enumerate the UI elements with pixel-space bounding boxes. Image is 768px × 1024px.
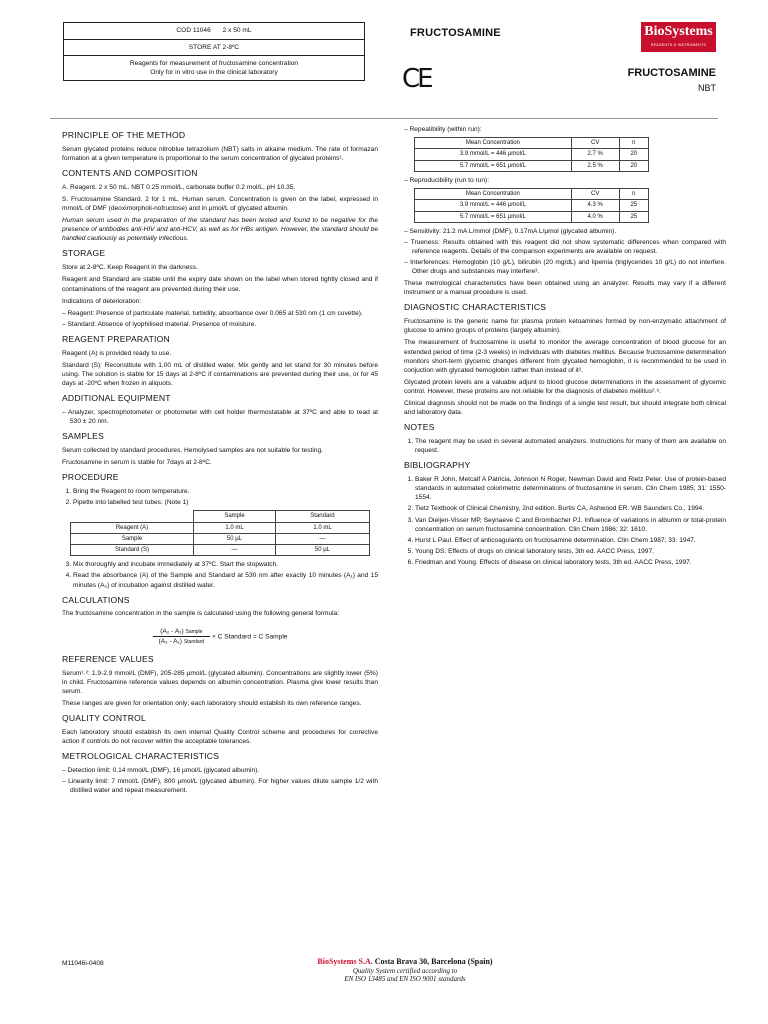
storage-text-1: Store at 2-8ºC. Keep Reagent in the darkness. xyxy=(62,264,198,272)
doc-title-right xyxy=(628,66,716,95)
section-contents: CONTENTS AND COMPOSITION xyxy=(62,168,198,179)
list-item: 3. Van Dieijen-Visser MP, Seynaeve C and Brombacher PJ. Influence of variations in albumin or total-protein concentration on serum fructosamine concentration. Clin Chem 1986; 32: 1610. xyxy=(415,516,726,534)
table-row xyxy=(415,149,649,160)
formula-numerator xyxy=(153,627,211,637)
calc-text: The fructosamine concentration in the sample is calculated using the following general formula: xyxy=(62,610,340,618)
list-item: – Reagent: Presence of particulate material, turbidity, absorbance over 0.065 at 530 nm (1 cm cuvette). xyxy=(62,309,363,317)
table-cell xyxy=(71,511,194,522)
ref-text-2: These ranges are given for orientation only; each laboratory should establish its own reference ranges. xyxy=(62,699,362,707)
table-row xyxy=(415,160,649,171)
formula-rest: × C Standard = C Sample xyxy=(211,632,288,640)
table-cell: — xyxy=(275,533,369,544)
table-cell: 50 µL xyxy=(275,545,369,556)
formula-fraction xyxy=(153,627,211,646)
product-code: COD 11046 xyxy=(176,27,211,34)
list-item: 1. Baker R John, Metcalf A Patricia, Johnson N Roger, Newman David and Rietz Peter. Use of protein-based standards in automated colorimetric determinations of fructosamine in serum. Clin Chem 1985; 31: 1550-1554. xyxy=(415,475,726,502)
footer xyxy=(190,956,620,984)
metrological-note: These metrological characteristics have been obtained using an analyzer. Results may vary if a different instrument or a manual procedure is used. xyxy=(404,280,726,297)
section-samples: SAMPLES xyxy=(62,431,104,442)
procedure-table xyxy=(70,510,370,556)
header-divider xyxy=(50,118,718,119)
table-cell: 3.9 mmol/L = 446 µmol/L xyxy=(415,149,572,160)
table-row xyxy=(415,211,649,222)
section-procedure: PROCEDURE xyxy=(62,472,119,483)
formula-den-text: (A₂ - A₁) xyxy=(158,637,182,645)
samples-text-2: Fructosamine in serum is stable for 7days at 2-8ºC. xyxy=(62,459,212,467)
table-cell: Standard xyxy=(275,511,369,522)
procedure-list xyxy=(62,487,378,507)
table-cell: 5.7 mmol/L = 651 µmol/L xyxy=(415,160,572,171)
storage-text-3: Indications of deterioration: xyxy=(62,297,142,305)
principle-text: Serum glycated proteins reduce nitroblue tetrazolium (NBT) salts in alkaine medium. The rate of formazan formation at a given temperature is proportional to the serum concentration of glycated proteins¹. xyxy=(62,145,378,162)
table-cell: n xyxy=(619,188,648,199)
prep-text-2: Standard (S): Reconstitute with 1.00 mL of distilled water. Mix gently and let stand for 30 minutes before using. The solution is stable for 15 days at 2-8ºC if contaminations are prevented during their use, or for 45 days at -20ºC when frozen in aliquots. xyxy=(62,361,378,388)
reagents-row xyxy=(64,56,364,80)
list-item: 4. Read the absorbance (A) of the Sample and Standard at 530 nm after exactly 10 minutes (A₁) and 15 minutes (A₂) of incubation against distilled water. xyxy=(73,571,378,589)
section-storage: STORAGE xyxy=(62,248,106,259)
formula-den-sub: Standard xyxy=(183,638,205,645)
metrological-list-cont xyxy=(404,227,726,276)
bibliography-list xyxy=(404,475,726,567)
notes-list xyxy=(404,437,726,455)
contents-warning: Human serum used in the preparation of the standard has been tested and found to be negative for the presence of antibodies anti-HIV and anti-HCV, as well as for HBs antigen. However, the standard should be handled cautiously as potentially infectious. xyxy=(62,217,378,243)
table-cell: 25 xyxy=(619,211,648,222)
table-row xyxy=(71,545,370,556)
table-cell: 4.3 % xyxy=(571,200,619,211)
table-cell: 3.9 mmol/L = 446 µmol/L xyxy=(415,200,572,211)
list-item: – Linearity limit: 7 mmol/L (DMF), 800 µmol/L (glycated albumin). For higher values dilute sample 1/2 with distilled water and repeat measurement. xyxy=(62,777,378,795)
formula-num-sub: Sample xyxy=(185,628,203,635)
reproducibility-label: – Reproducibility (run to run): xyxy=(404,176,490,184)
section-diagnostic: DIAGNOSTIC CHARACTERISTICS xyxy=(404,302,547,313)
section-equipment: ADDITIONAL EQUIPMENT xyxy=(62,393,171,404)
section-calculations: CALCULATIONS xyxy=(62,594,130,605)
table-cell: 4.0 % xyxy=(571,211,619,222)
storage-text-2: Reagent and Standard are stable until the expiry date shown on the label when stored tightly closed and if contaminations of the reagent are prevented during their use. xyxy=(62,276,378,293)
table-cell: 1.0 mL xyxy=(194,522,276,533)
table-cell: 20 xyxy=(619,160,648,171)
section-principle: PRINCIPLE OF THE METHOD xyxy=(62,130,186,140)
section-reference: REFERENCE VALUES xyxy=(62,653,154,664)
samples-text-1: Serum collected by standard procedures. Hemolysed samples are not suitable for testing. xyxy=(62,447,323,455)
section-preparation: REAGENT PREPARATION xyxy=(62,333,170,344)
section-notes: NOTES xyxy=(404,422,435,433)
table-row xyxy=(415,200,649,211)
diag-text-4: Clinical diagnosis should not be made on the findings of a single test result, but should integrate both clinical and laboratory data. xyxy=(404,400,726,417)
quality-line-2: EN ISO 13485 and EN ISO 9001 standards xyxy=(344,975,466,984)
ce-mark-icon: CE xyxy=(402,64,431,94)
table-cell: Sample xyxy=(194,511,276,522)
table-cell: — xyxy=(194,545,276,556)
table-cell: CV xyxy=(571,188,619,199)
diag-text-1: Fructosamine is the generic name for plasma protein ketoamines formed by non-enzymatic attachment of glucose to amino groups of proteins (largely albumin). xyxy=(404,318,726,335)
doc-title-top: FRUCTOSAMINE xyxy=(410,27,501,39)
reagents-line-2: Only for in vitro use in the clinical laboratory xyxy=(150,69,278,77)
section-bibliography: BIBLIOGRAPHY xyxy=(404,460,471,471)
footer-company-line xyxy=(190,956,620,967)
diag-text-2: The measurement of fructosamine is useful to monitor the average concentration of blood glucose for an extended period of time (2-3 weeks) in individuals with diabetes mellitus. Because fructosamine determination monitors short-term glycemic changes different from glycated hemoglobin, it is recommended to be used in conjuction with glycated hemoglobin rather than instead of it². xyxy=(404,339,726,374)
list-item: 5. Young DS. Effects of drugs on clinical laboratory tests, 3th ed. AACC Press, 1997. xyxy=(415,547,726,556)
table-cell: n xyxy=(619,138,648,149)
table-cell: 1.0 mL xyxy=(275,522,369,533)
table-row xyxy=(71,522,370,533)
doc-title: FRUCTOSAMINE xyxy=(627,67,716,79)
deterioration-list xyxy=(62,309,378,329)
procedure-list-cont xyxy=(62,560,378,589)
table-cell: 2.5 % xyxy=(571,160,619,171)
diag-text-3: Glycated protein levels are a valuable adjunt to blood glucose determinations in the assessment of glycemic control. However, these proteins are not reliable for the diagnosis of diabetes mellitus²˒⁵. xyxy=(404,378,726,395)
list-item: – Detection limit: 0.14 mmol/L (DMF), 16 µmol/L (glycated albumin). xyxy=(62,766,260,774)
table-cell: Reagent (A) xyxy=(71,522,194,533)
header-box xyxy=(63,22,365,81)
list-item: 1. The reagent may be used in several automated analyzers. Instructions for many of them are available on request. xyxy=(415,437,726,455)
list-item: 6. Friedman and Young. Effects of disease on clinical laboratory tests, 3th ed. AACC Press, 1997. xyxy=(415,558,726,567)
product-quantity: 2 x 50 mL xyxy=(222,27,252,34)
list-item: – Interferences: Hemoglobin (10 g/L), bilirubin (20 mg/dL) and lipemia (triglycerides 10 g/L) do not interfere. Other drugs and substances may interfere³. xyxy=(404,259,726,276)
list-item: 2. Tietz Textbook of Clinical Chemistry, 2nd edition. Burtis CA, Ashwood ER. WB Saunders Co., 1994. xyxy=(415,504,726,513)
list-item: – Analyzer, spectrophotometer or photometer with cell holder thermostatable at 37ºC and able to read at 530 ± 20 nm. xyxy=(62,408,378,426)
contents-standard: S. Fructosamine Standard. 2 for 1 mL. Human serum. Concentration is given on the label, expressed in mmol/L of DMF (deoximorpholi-nofructose) and in µmol/L of glycated albumin. xyxy=(62,196,378,213)
table-cell: 5.7 mmol/L = 651 µmol/L xyxy=(415,211,572,222)
logo-tagline: REAGENTS & INSTRUMENTS xyxy=(650,43,707,47)
equipment-list xyxy=(62,408,378,426)
table-cell: 20 xyxy=(619,149,648,160)
repeatability-label: – Repeatibility (within run): xyxy=(404,126,482,133)
table-cell: 2.7 % xyxy=(571,149,619,160)
table-cell: Mean Concentration xyxy=(415,138,572,149)
quality-line-1: Quality System certified according to xyxy=(352,967,458,976)
list-item: – Standard: Absence of lyophilised material. Presence of moisture. xyxy=(62,320,257,328)
doc-subtitle: NBT xyxy=(698,83,716,94)
list-item: 2. Pipette into labelled test tubes: (Note 1) xyxy=(73,498,378,507)
metrological-list xyxy=(62,766,378,795)
prep-text-1: Reagent (A) is provided ready to use. xyxy=(62,349,172,357)
document-code: M11046i-0408 xyxy=(62,960,104,967)
table-row xyxy=(415,138,649,149)
qc-text: Each laboratory should establish its own internal Quality Control scheme and procedures for corrective action if controls do not recover within the acceptable tolerances. xyxy=(62,728,378,745)
formula-denominator xyxy=(153,637,211,646)
list-item: 4. Hurst L Paul. Effect of anticoagulants on fructosamine determination. Clin Chem 1987; 33: 1947. xyxy=(415,536,726,545)
list-item: 3. Mix thoroughly and incubate immediately at 37ºC. Start the stopwatch. xyxy=(73,560,378,569)
ref-text-1: Serum¹˒²: 1.9-2.9 mmol/L (DMF), 205-285 µmol/L (glycated albumin). Concentrations are slightly lower (5%) in child. Fructosamine reference values depends on albumin concentration. Plasma give lower results than serum. xyxy=(62,669,378,695)
company-address: Costa Brava 30, Barcelona (Spain) xyxy=(374,957,493,966)
reagents-line-1: Reagents for measurement of fructosamine concentration xyxy=(129,60,299,68)
table-cell: Mean Concentration xyxy=(415,188,572,199)
right-column xyxy=(404,125,726,570)
section-quality-control: QUALITY CONTROL xyxy=(62,712,147,723)
left-column xyxy=(62,125,378,798)
table-cell: CV xyxy=(571,138,619,149)
table-cell: Sample xyxy=(71,533,194,544)
header-code-row xyxy=(64,23,364,40)
table-row xyxy=(415,188,649,199)
contents-reagent: A. Reagent. 2 x 50 mL. NBT 0.25 mmol/L, carbonate buffer 0.2 mol/L, pH 10.35. xyxy=(62,183,296,191)
table-cell: 50 µL xyxy=(194,533,276,544)
list-item: – Trueness: Results obtained with this reagent did not show systematic differences when compared with reference reagents. Details of the comparison experiments are available on request. xyxy=(404,238,726,255)
table-row xyxy=(71,533,370,544)
formula-num-text: (A₂ - A₁) xyxy=(160,627,184,635)
reproducibility-table xyxy=(414,188,649,223)
table-cell: 25 xyxy=(619,200,648,211)
table-row xyxy=(71,511,370,522)
storage-row: STORE AT 2-8ºC xyxy=(64,40,364,56)
list-item: 1. Bring the Reagent to room temperature. xyxy=(73,487,378,496)
section-metrological: METROLOGICAL CHARACTERISTICS xyxy=(62,751,220,762)
table-cell: Standard (S) xyxy=(71,545,194,556)
list-item: – Sensitivity: 21.2 mA L/mmol (DMF), 0.17mA L/µmol (glycated albumin). xyxy=(404,227,617,235)
biosystems-logo xyxy=(641,22,716,52)
calc-formula xyxy=(62,627,378,646)
logo-name: BioSystems xyxy=(644,24,713,39)
company-name: BioSystems S.A. xyxy=(317,957,373,966)
repeatability-table xyxy=(414,137,649,172)
